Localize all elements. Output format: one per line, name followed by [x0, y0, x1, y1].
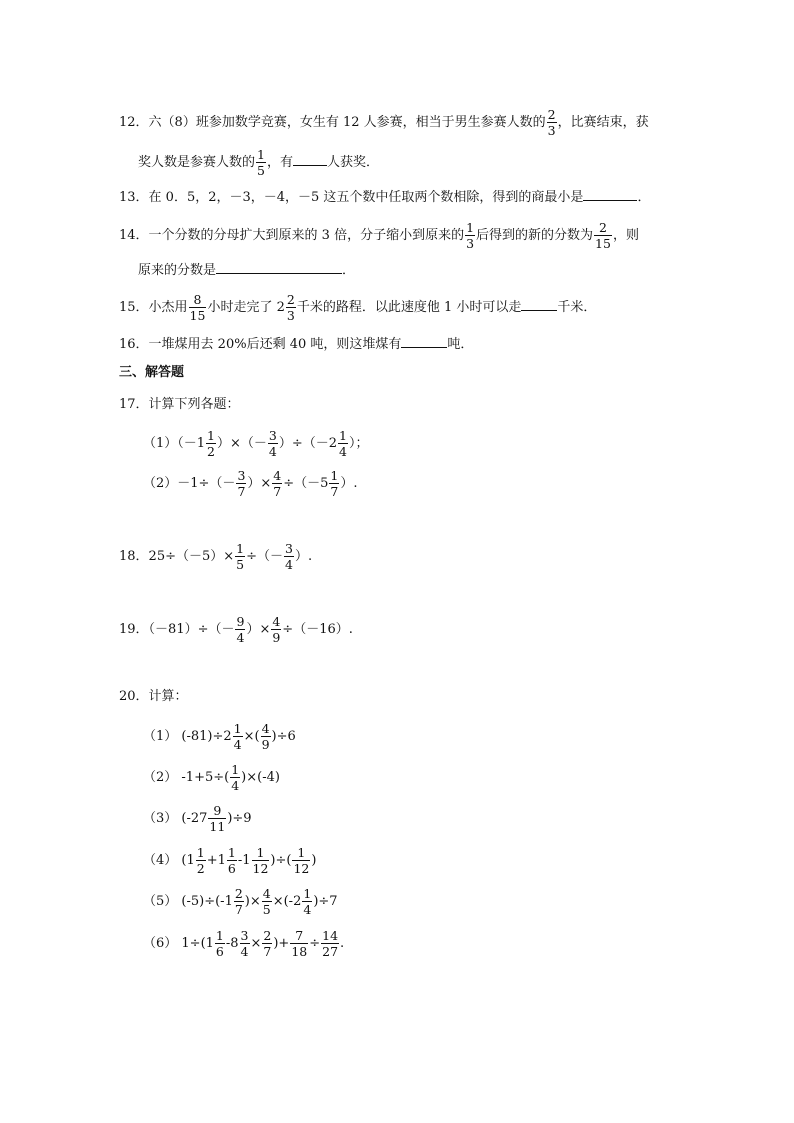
question-20-intro: 20．计算： [119, 689, 188, 704]
fraction: $\frac{3}{4}$ [240, 928, 249, 959]
question-20-part-6: （6） 1÷(1 $\frac{1}{6}$ -8 $\frac{3}{4}$ × $\frac{2}{7}$ )+ $\frac{7}{18}$ ÷ $\frac{14}{27}$ . [143, 928, 345, 959]
fraction: $\frac{2}{15}$ [595, 220, 611, 251]
question-20-part-2: （2） -1+5÷( $\frac{1}{4}$ )×(-4) [143, 762, 280, 793]
fraction: $\frac{1}{6}$ [215, 928, 224, 959]
question-18: 18．25÷（－5）× $\frac{1}{5}$ ÷（－ $\frac{3}{4}$ ）. [119, 541, 313, 572]
question-19: 19．（－81）÷（－ $\frac{9}{4}$ ）× $\frac{4}{9}$ ÷（－16）. [119, 614, 353, 645]
question-15: 15．小杰用 $\frac{8}{15}$ 小时走完了 2 $\frac{2}{3}$ 千米的路程．以此速度他 1 小时可以走 千米． [119, 292, 597, 323]
fraction: $\frac{1}{2}$ [207, 428, 215, 459]
fraction: $\frac{4}{5}$ [262, 886, 271, 917]
fraction: $\frac{14}{27}$ [322, 928, 339, 959]
fraction: $\frac{1}{4}$ [303, 886, 312, 917]
question-17-part-1: （1）（－1 $\frac{1}{2}$ ）×（－ $\frac{3}{4}$ ）÷（－2 $\frac{1}{4}$ ）； [143, 428, 369, 459]
question-20-part-3: （3） (-27 $\frac{9}{11}$ )÷9 [143, 803, 252, 834]
fraction: $\frac{1}{5}$ [257, 147, 265, 178]
answer-blank[interactable] [293, 151, 327, 166]
question-12-line-2: 奖人数是参赛人数的 $\frac{1}{5}$ ，有 人获奖． [138, 147, 379, 178]
fraction: $\frac{2}{7}$ [263, 928, 272, 959]
fraction: $\frac{1}{2}$ [196, 845, 205, 876]
fraction: $\frac{1}{12}$ [252, 845, 269, 876]
fraction: $\frac{1}{4}$ [231, 762, 240, 793]
fraction: $\frac{4}{7}$ [273, 468, 282, 499]
question-13: 13．在 0．5，2，－3，－4，－5 这五个数中任取两个数相除，得到的商最小是 ． [119, 186, 650, 207]
fraction: $\frac{1}{4}$ [339, 428, 347, 459]
question-20-part-1: （1） (-81)÷2 $\frac{1}{4}$ ×( $\frac{4}{9}$ )÷6 [143, 721, 296, 752]
fraction: $\frac{7}{18}$ [291, 928, 308, 959]
fraction: $\frac{3}{4}$ [268, 428, 277, 459]
question-14-line-2: 原来的分数是 ． [138, 259, 355, 280]
answer-blank[interactable] [216, 259, 342, 274]
fraction: $\frac{1}{6}$ [227, 845, 236, 876]
question-16: 16．一堆煤用去 20%后还剩 40 吨，则这堆煤有 吨． [119, 333, 473, 354]
fraction: $\frac{3}{7}$ [237, 468, 246, 499]
fraction: $\frac{2}{3}$ [286, 292, 295, 323]
fraction: $\frac{1}{4}$ [233, 721, 242, 752]
answer-blank[interactable] [401, 333, 447, 348]
question-17-part-2: （2）－1÷（－ $\frac{3}{7}$ ）× $\frac{4}{7}$ ÷（－5 $\frac{1}{7}$ ）. [143, 468, 358, 499]
fraction: $\frac{8}{15}$ [189, 292, 206, 323]
fraction: $\frac{1}{7}$ [330, 468, 339, 499]
section-title: 三、解答题 [119, 365, 185, 380]
question-14-line-1: 14．一个分数的分母扩大到原来的 3 倍，分子缩小到原来的 $\frac{1}{3}$ 后得到的新的分数为 $\frac{2}{15}$ ，则 [119, 220, 639, 251]
question-20-part-5: （5） (-5)÷(-1 $\frac{2}{7}$ )× $\frac{4}{5}$ ×(-2 $\frac{1}{4}$ )÷7 [143, 886, 338, 917]
fraction: $\frac{9}{11}$ [209, 803, 226, 834]
fraction: $\frac{2}{7}$ [234, 886, 243, 917]
fraction: $\frac{2}{3}$ [547, 107, 556, 138]
answer-blank[interactable] [521, 296, 557, 311]
fraction: $\frac{9}{4}$ [236, 614, 245, 645]
question-17-intro: 17．计算下列各题： [119, 397, 240, 412]
fraction: $\frac{3}{4}$ [285, 541, 293, 572]
fraction: $\frac{4}{9}$ [261, 721, 270, 752]
fraction: $\frac{4}{9}$ [272, 614, 281, 645]
question-12-line-1: 12．六（8）班参加数学竞赛，女生有 12 人参赛，相当于男生参赛人数的 $\frac{2}{3}$ ，比赛结束，获 [119, 107, 649, 138]
question-20-part-4: （4） (1 $\frac{1}{2}$ +1 $\frac{1}{6}$ -1 $\frac{1}{12}$ )÷( $\frac{1}{12}$ ) [143, 845, 317, 876]
answer-blank[interactable] [583, 186, 637, 201]
fraction: $\frac{1}{5}$ [236, 541, 245, 572]
fraction: $\frac{1}{3}$ [466, 220, 475, 251]
fraction: $\frac{1}{12}$ [293, 845, 310, 876]
